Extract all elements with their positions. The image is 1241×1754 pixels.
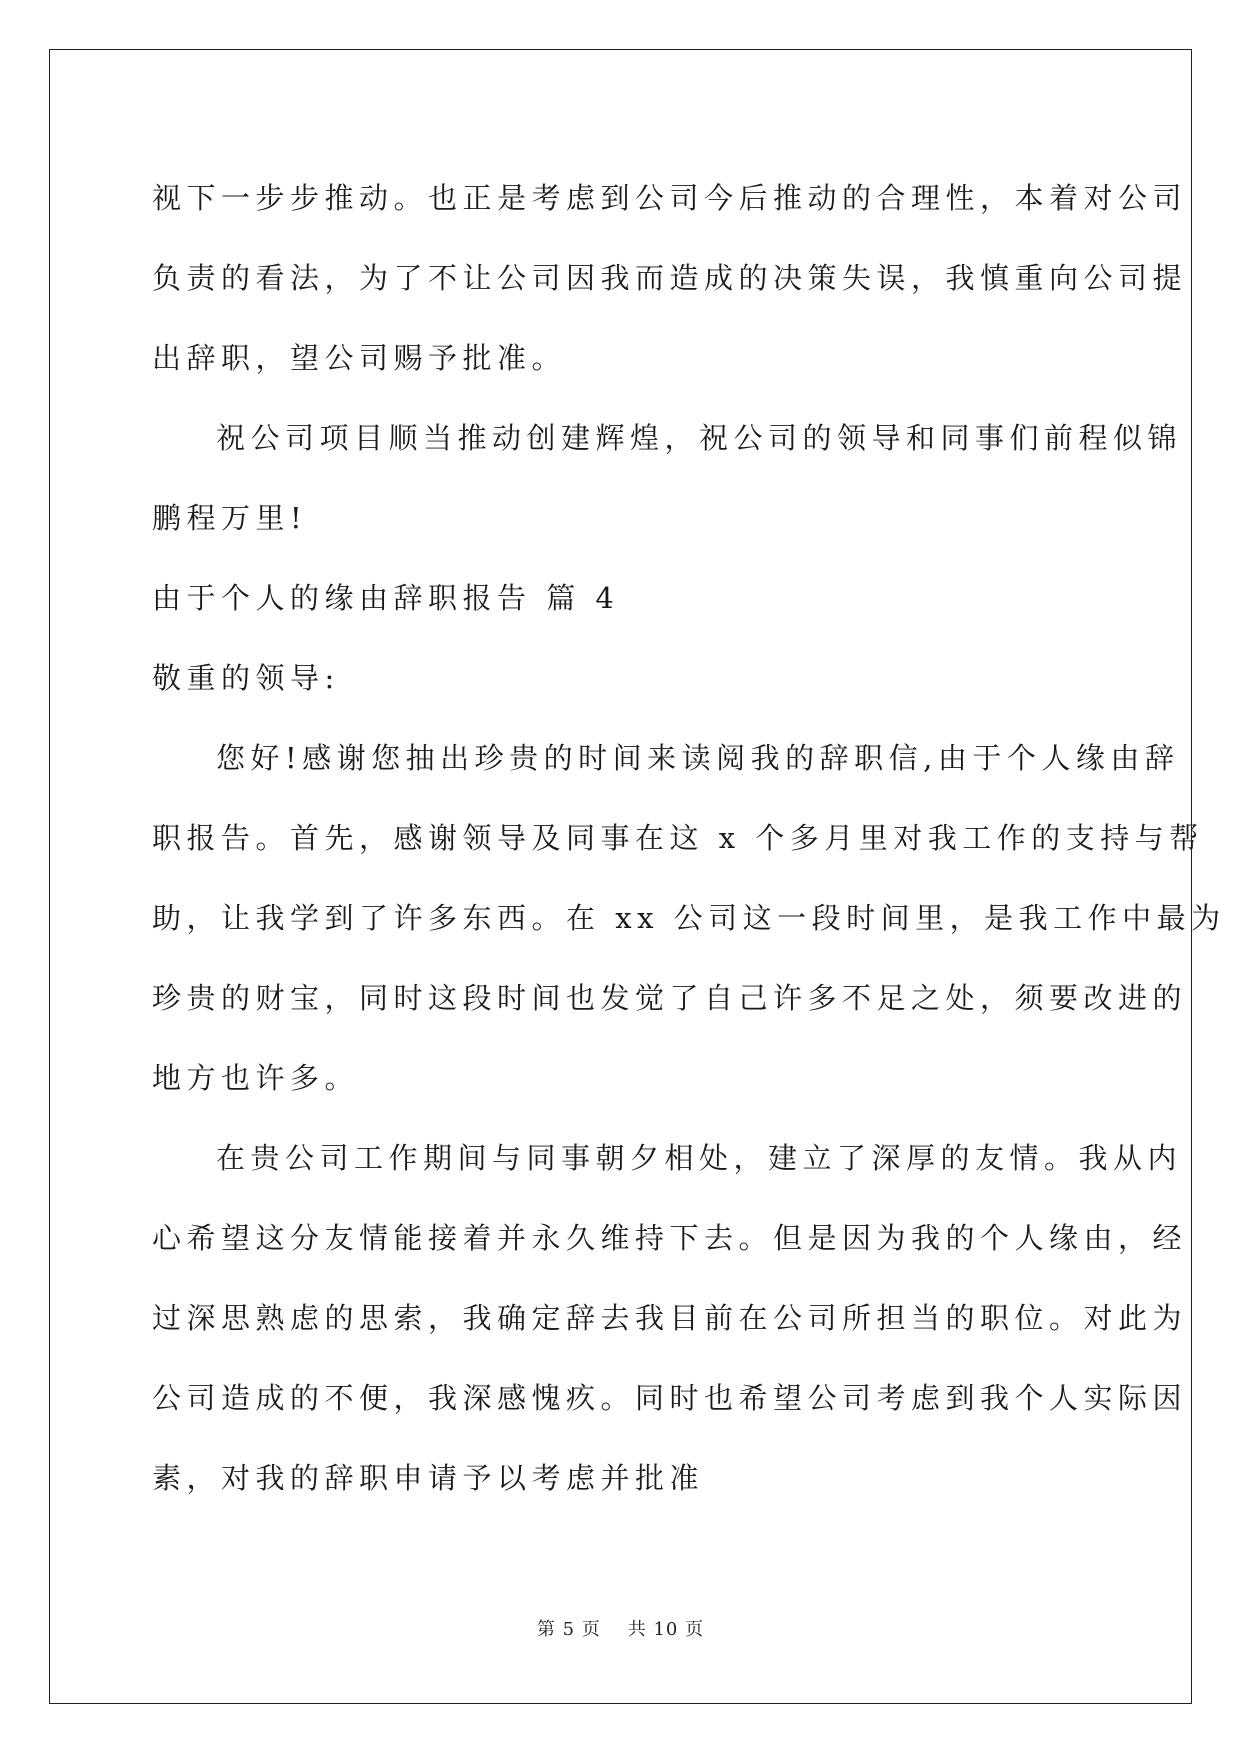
body-line: 助，让我学到了许多东西。在 xx 公司这一段时间里，是我工作中最为 <box>152 901 1226 935</box>
body-line: 职报告。首先，感谢领导及同事在这 x 个多月里对我工作的支持与帮 <box>152 821 1204 855</box>
body-line: 珍贵的财宝，同时这段时间也发觉了自己许多不足之处，须要改进的 <box>152 981 1188 1015</box>
page-number: 第 5 页 <box>536 1619 601 1640</box>
body-line: 负责的看法，为了不让公司因我而造成的决策失误，我慎重向公司提 <box>152 261 1188 295</box>
body-line: 出辞职，望公司赐予批准。 <box>152 341 567 375</box>
body-line: 祝公司项目顺当推动创建辉煌，祝公司的领导和同事们前程似锦 <box>216 421 1183 455</box>
body-line: 地方也许多。 <box>152 1061 360 1095</box>
body-line: 鹏程万里! <box>152 501 308 535</box>
page-total: 共 10 页 <box>627 1619 705 1640</box>
page-footer <box>0 1615 1241 1641</box>
body-line: 在贵公司工作期间与同事朝夕相处，建立了深厚的友情。我从内 <box>216 1141 1183 1175</box>
body-line: 心希望这分友情能接着并永久维持下去。但是因为我的个人缘由，经 <box>152 1221 1188 1255</box>
section-heading: 由于个人的缘由辞职报告 篇 4 <box>152 581 620 615</box>
body-line: 公司造成的不便，我深感愧疚。同时也希望公司考虑到我个人实际因 <box>152 1381 1188 1415</box>
body-line: 过深思熟虑的思索，我确定辞去我目前在公司所担当的职位。对此为 <box>152 1301 1188 1335</box>
body-line: 您好!感谢您抽出珍贵的时间来读阅我的辞职信,由于个人缘由辞 <box>216 741 1180 775</box>
body-line: 素，对我的辞职申请予以考虑并批准 <box>152 1461 705 1495</box>
body-line: 视下一步步推动。也正是考虑到公司今后推动的合理性，本着对公司 <box>152 181 1188 215</box>
document-body <box>152 158 1226 1518</box>
salutation: 敬重的领导: <box>152 661 340 695</box>
